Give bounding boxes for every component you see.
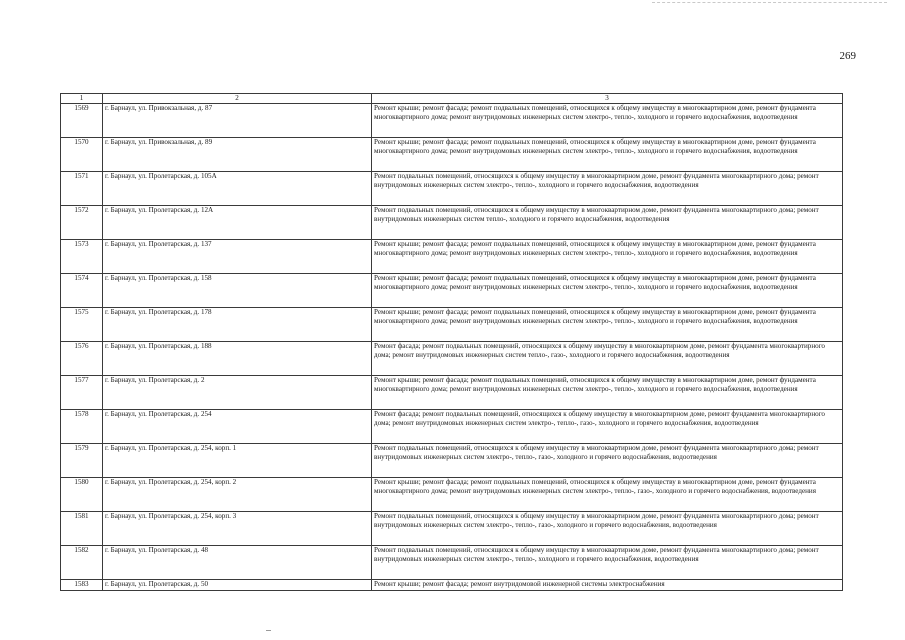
row-works: Ремонт крыши; ремонт фасада; ремонт подвальных помещений, относящихся к общему имуществу в многоквартирном доме, ремонт фундамента многоквартирного дома; ремонт внутридомовых инженерных систем электро-, тепло-, холодного и горячего водоснабжения, водоотведения [372, 138, 843, 172]
row-address: г. Барнаул, ул. Пролетарская, д. 178 [103, 308, 372, 342]
table-row [61, 104, 843, 138]
row-address: г. Барнаул, ул. Пролетарская, д. 254, корп. 2 [103, 478, 372, 512]
row-works: Ремонт подвальных помещений, относящихся к общему имуществу в многоквартирном доме, ремонт фундамента многоквартирного дома; ремонт внутридомовых инженерных систем электро-, тепло-, газо-, холодного и горячего водоснабжения, водоотведения [372, 512, 843, 546]
row-number: 1577 [61, 376, 103, 410]
table-row [61, 274, 843, 308]
row-number: 1573 [61, 240, 103, 274]
table-row [61, 342, 843, 376]
row-address: г. Барнаул, ул. Привокзальная, д. 87 [103, 104, 372, 138]
row-number: 1572 [61, 206, 103, 240]
row-number: 1579 [61, 444, 103, 478]
scan-artifact-mark [266, 630, 271, 631]
row-address: г. Барнаул, ул. Пролетарская, д. 50 [103, 580, 372, 591]
row-works: Ремонт фасада; ремонт подвальных помещений, относящихся к общему имуществу в многоквартирном доме, ремонт фундамента многоквартирного дома; ремонт внутридомовых инженерных систем тепло-, газо-, холодного и горячего водоснабжения, водоотведения [372, 342, 843, 376]
row-works: Ремонт подвальных помещений, относящихся к общему имуществу в многоквартирном доме, ремонт фундамента многоквартирного дома; ремонт внутридомовых инженерных систем электро-, тепло-, холодного и горячего водоснабжения, водоотведения [372, 172, 843, 206]
row-number: 1576 [61, 342, 103, 376]
row-number: 1569 [61, 104, 103, 138]
row-number: 1570 [61, 138, 103, 172]
table-row [61, 546, 843, 580]
scan-edge-line [652, 2, 887, 3]
row-works: Ремонт крыши; ремонт фасада; ремонт подвальных помещений, относящихся к общему имуществу в многоквартирном доме, ремонт фундамента многоквартирного дома; ремонт внутридомовых инженерных систем электро-, тепло-, холодного и горячего водоснабжения, водоотведения [372, 274, 843, 308]
row-address: г. Барнаул, ул. Пролетарская, д. 48 [103, 546, 372, 580]
table-row [61, 376, 843, 410]
table-row [61, 138, 843, 172]
row-number: 1583 [61, 580, 103, 591]
row-address: г. Барнаул, ул. Пролетарская, д. 254, корп. 1 [103, 444, 372, 478]
row-works: Ремонт подвальных помещений, относящихся к общему имуществу в многоквартирном доме, ремонт фундамента многоквартирного дома; ремонт внутридомовых инженерных систем тепло-, холодного и горячего водоснабжения, водоотведения [372, 206, 843, 240]
row-works: Ремонт крыши; ремонт фасада; ремонт подвальных помещений, относящихся к общему имуществу в многоквартирном доме, ремонт фундамента многоквартирного дома; ремонт внутридомовых инженерных систем электро-, тепло-, газо-, холодного и горячего водоснабжения, водоотведения [372, 478, 843, 512]
row-number: 1578 [61, 410, 103, 444]
row-number: 1575 [61, 308, 103, 342]
row-works: Ремонт крыши; ремонт фасада; ремонт подвальных помещений, относящихся к общему имуществу в многоквартирном доме, ремонт фундамента многоквартирного дома; ремонт внутридомовых инженерных систем электро-, тепло-, холодного и горячего водоснабжения, водоотведения [372, 376, 843, 410]
row-number: 1574 [61, 274, 103, 308]
table-row [61, 172, 843, 206]
row-works: Ремонт крыши; ремонт фасада; ремонт подвальных помещений, относящихся к общему имуществу в многоквартирном доме, ремонт фундамента многоквартирного дома; ремонт внутридомовых инженерных систем электро-, тепло-, холодного и горячего водоснабжения, водоотведения [372, 240, 843, 274]
row-address: г. Барнаул, ул. Пролетарская, д. 105А [103, 172, 372, 206]
table-row [61, 410, 843, 444]
row-works: Ремонт подвальных помещений, относящихся к общему имуществу в многоквартирном доме, ремонт фундамента многоквартирного дома; ремонт внутридомовых инженерных систем электро-, тепло-, газо-, холодного и горячего водоснабжения, водоотведения [372, 444, 843, 478]
row-works: Ремонт крыши; ремонт фасада; ремонт подвальных помещений, относящихся к общему имуществу в многоквартирном доме, ремонт фундамента многоквартирного дома; ремонт внутридомовых инженерных систем электро-, тепло-, холодного и горячего водоснабжения, водоотведения [372, 308, 843, 342]
repair-registry-table [60, 93, 843, 591]
table-row [61, 308, 843, 342]
column-header-address: 2 [103, 94, 372, 104]
table-header-row [61, 94, 843, 104]
row-address: г. Барнаул, ул. Пролетарская, д. 2 [103, 376, 372, 410]
row-works: Ремонт фасада; ремонт подвальных помещений, относящихся к общему имуществу в многоквартирном доме, ремонт фундамента многоквартирного дома; ремонт внутридомовых инженерных систем электро-, тепло-, газо-, холодного и горячего водоснабжения, водоотведения [372, 410, 843, 444]
row-number: 1581 [61, 512, 103, 546]
table-row [61, 580, 843, 591]
column-header-works: 3 [372, 94, 843, 104]
row-works: Ремонт крыши; ремонт фасада; ремонт подвальных помещений, относящихся к общему имуществу в многоквартирном доме, ремонт фундамента многоквартирного дома; ремонт внутридомовых инженерных систем электро-, тепло-, холодного и горячего водоснабжения, водоотведения [372, 104, 843, 138]
row-address: г. Барнаул, ул. Пролетарская, д. 137 [103, 240, 372, 274]
row-address: г. Барнаул, ул. Пролетарская, д. 254 [103, 410, 372, 444]
row-address: г. Барнаул, ул. Пролетарская, д. 254, корп. 3 [103, 512, 372, 546]
row-works: Ремонт подвальных помещений, относящихся к общему имуществу в многоквартирном доме, ремонт фундамента многоквартирного дома; ремонт внутридомовых инженерных систем электро-, тепло-, холодного и горячего водоснабжения, водоотведения [372, 546, 843, 580]
row-address: г. Барнаул, ул. Пролетарская, д. 158 [103, 274, 372, 308]
table-row [61, 444, 843, 478]
table-row [61, 240, 843, 274]
table-row [61, 206, 843, 240]
row-works: Ремонт крыши; ремонт фасада; ремонт внутридомовой инженерной системы электроснабжения [372, 580, 843, 591]
table-row [61, 512, 843, 546]
row-address: г. Барнаул, ул. Привокзальная, д. 89 [103, 138, 372, 172]
column-header-number: 1 [61, 94, 103, 104]
page-number: 269 [839, 50, 856, 62]
row-address: г. Барнаул, ул. Пролетарская, д. 188 [103, 342, 372, 376]
row-number: 1571 [61, 172, 103, 206]
row-number: 1582 [61, 546, 103, 580]
row-address: г. Барнаул, ул. Пролетарская, д. 12А [103, 206, 372, 240]
row-number: 1580 [61, 478, 103, 512]
table-row [61, 478, 843, 512]
